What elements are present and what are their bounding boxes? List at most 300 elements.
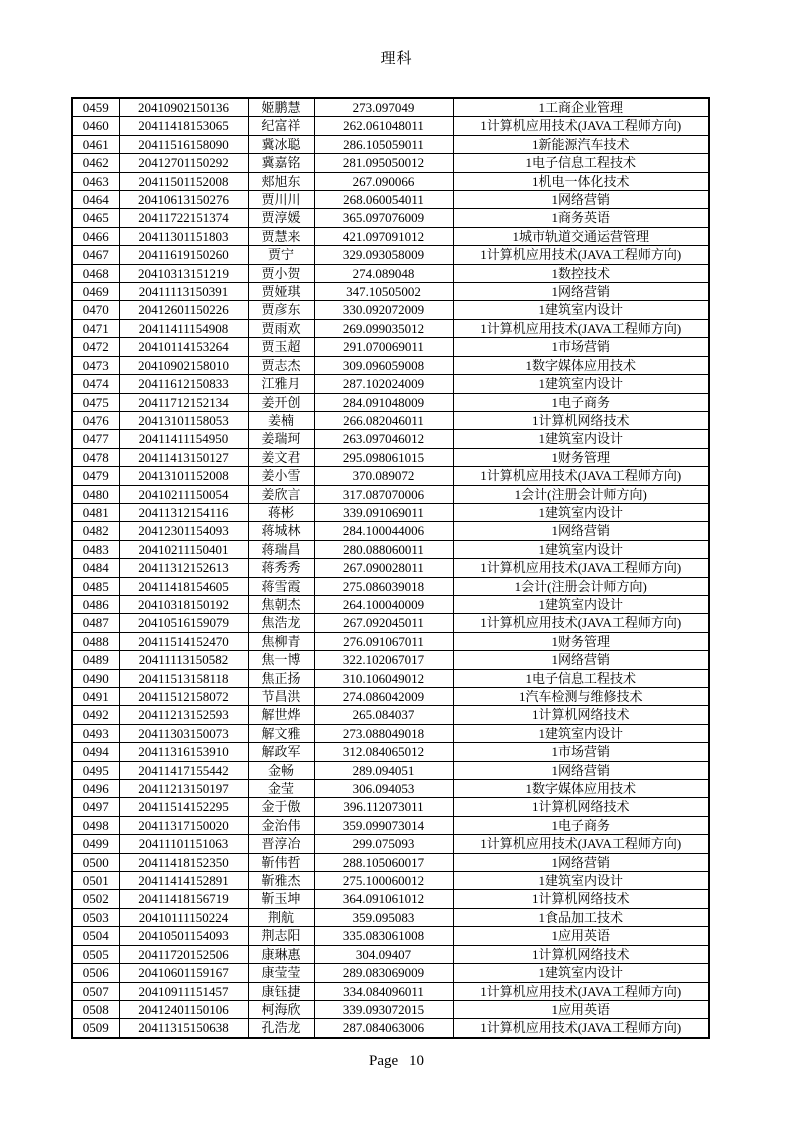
candidate-id-cell: 20411101151063	[119, 835, 248, 853]
name-cell: 贾雨欢	[248, 319, 314, 337]
score-cell: 274.089048	[314, 264, 453, 282]
row-number-cell: 0472	[72, 338, 119, 356]
candidate-id-cell: 20411113150391	[119, 283, 248, 301]
row-number-cell: 0469	[72, 283, 119, 301]
major-cell: 1建筑室内设计	[453, 724, 709, 742]
name-cell: 荆志阳	[248, 927, 314, 945]
candidate-id-cell: 20411317150020	[119, 816, 248, 834]
candidate-id-cell: 20411315150638	[119, 1019, 248, 1038]
row-number-cell: 0503	[72, 908, 119, 926]
candidate-id-cell: 20411501152008	[119, 172, 248, 190]
score-cell: 264.100040009	[314, 595, 453, 613]
table-row	[72, 301, 709, 319]
score-cell: 347.10505002	[314, 283, 453, 301]
candidate-id-cell: 20411213152593	[119, 706, 248, 724]
major-cell: 1计算机网络技术	[453, 706, 709, 724]
name-cell: 金畅	[248, 761, 314, 779]
name-cell: 靳玉坤	[248, 890, 314, 908]
major-cell: 1数字媒体应用技术	[453, 780, 709, 798]
score-cell: 275.100060012	[314, 872, 453, 890]
major-cell: 1数字媒体应用技术	[453, 356, 709, 374]
candidate-id-cell: 20412701150292	[119, 154, 248, 172]
name-cell: 金治伟	[248, 816, 314, 834]
table-row	[72, 154, 709, 172]
table-row	[72, 227, 709, 245]
name-cell: 贾娅琪	[248, 283, 314, 301]
candidate-id-cell: 20410211150401	[119, 540, 248, 558]
table-row	[72, 98, 709, 117]
candidate-id-cell: 20411417155442	[119, 761, 248, 779]
row-number-cell: 0475	[72, 393, 119, 411]
candidate-id-cell: 20413101158053	[119, 411, 248, 429]
row-number-cell: 0466	[72, 227, 119, 245]
name-cell: 孔浩龙	[248, 1019, 314, 1038]
name-cell: 康钰捷	[248, 982, 314, 1000]
name-cell: 蒋彬	[248, 503, 314, 521]
major-cell: 1商务英语	[453, 209, 709, 227]
name-cell: 解世烨	[248, 706, 314, 724]
row-number-cell: 0493	[72, 724, 119, 742]
row-number-cell: 0467	[72, 246, 119, 264]
major-cell: 1网络营销	[453, 283, 709, 301]
row-number-cell: 0482	[72, 522, 119, 540]
candidate-id-cell: 20411512158072	[119, 688, 248, 706]
score-cell: 365.097076009	[314, 209, 453, 227]
candidate-id-cell: 20410501154093	[119, 927, 248, 945]
table-row	[72, 890, 709, 908]
page-footer: Page 10	[369, 1053, 424, 1069]
row-number-cell: 0485	[72, 577, 119, 595]
name-cell: 靳雅杰	[248, 872, 314, 890]
score-cell: 281.095050012	[314, 154, 453, 172]
table-row	[72, 780, 709, 798]
table-row	[72, 246, 709, 264]
table-row	[72, 706, 709, 724]
score-cell: 275.086039018	[314, 577, 453, 595]
major-cell: 1食品加工技术	[453, 908, 709, 926]
score-cell: 276.091067011	[314, 632, 453, 650]
table-row	[72, 135, 709, 153]
results-table-body	[72, 98, 709, 1038]
table-row	[72, 503, 709, 521]
major-cell: 1建筑室内设计	[453, 872, 709, 890]
major-cell: 1计算机网络技术	[453, 890, 709, 908]
score-cell: 266.082046011	[314, 411, 453, 429]
major-cell: 1建筑室内设计	[453, 301, 709, 319]
major-cell: 1新能源汽车技术	[453, 135, 709, 153]
major-cell: 1财务管理	[453, 632, 709, 650]
major-cell: 1计算机应用技术(JAVA工程师方向)	[453, 1019, 709, 1038]
results-table	[71, 97, 710, 1039]
candidate-id-cell: 20410318150192	[119, 595, 248, 613]
major-cell: 1电子信息工程技术	[453, 669, 709, 687]
row-number-cell: 0496	[72, 780, 119, 798]
candidate-id-cell: 20411619150260	[119, 246, 248, 264]
table-row	[72, 927, 709, 945]
table-row	[72, 485, 709, 503]
row-number-cell: 0484	[72, 559, 119, 577]
row-number-cell: 0497	[72, 798, 119, 816]
score-cell: 289.083069009	[314, 964, 453, 982]
candidate-id-cell: 20411113150582	[119, 651, 248, 669]
table-row	[72, 743, 709, 761]
major-cell: 1计算机网络技术	[453, 945, 709, 963]
candidate-id-cell: 20411301151803	[119, 227, 248, 245]
major-cell: 1计算机应用技术(JAVA工程师方向)	[453, 559, 709, 577]
name-cell: 郏旭东	[248, 172, 314, 190]
major-cell: 1会计(注册会计师方向)	[453, 577, 709, 595]
major-cell: 1电子商务	[453, 816, 709, 834]
name-cell: 姜小雪	[248, 467, 314, 485]
candidate-id-cell: 20410111150224	[119, 908, 248, 926]
major-cell: 1建筑室内设计	[453, 375, 709, 393]
name-cell: 焦正扬	[248, 669, 314, 687]
row-number-cell: 0463	[72, 172, 119, 190]
row-number-cell: 0461	[72, 135, 119, 153]
major-cell: 1电子商务	[453, 393, 709, 411]
major-cell: 1城市轨道交通运营管理	[453, 227, 709, 245]
table-row	[72, 319, 709, 337]
candidate-id-cell: 20411418156719	[119, 890, 248, 908]
table-row	[72, 264, 709, 282]
table-row	[72, 835, 709, 853]
name-cell: 晋淳冶	[248, 835, 314, 853]
score-cell: 267.090028011	[314, 559, 453, 577]
table-row	[72, 356, 709, 374]
candidate-id-cell: 20411722151374	[119, 209, 248, 227]
row-number-cell: 0501	[72, 872, 119, 890]
row-number-cell: 0495	[72, 761, 119, 779]
major-cell: 1建筑室内设计	[453, 430, 709, 448]
major-cell: 1建筑室内设计	[453, 540, 709, 558]
candidate-id-cell: 20411312154116	[119, 503, 248, 521]
name-cell: 康琳惠	[248, 945, 314, 963]
candidate-id-cell: 20411411154908	[119, 319, 248, 337]
major-cell: 1计算机应用技术(JAVA工程师方向)	[453, 982, 709, 1000]
table-row	[72, 595, 709, 613]
score-cell: 273.088049018	[314, 724, 453, 742]
score-cell: 309.096059008	[314, 356, 453, 374]
table-row	[72, 559, 709, 577]
table-row	[72, 669, 709, 687]
table-row	[72, 209, 709, 227]
major-cell: 1计算机应用技术(JAVA工程师方向)	[453, 467, 709, 485]
score-cell: 306.094053	[314, 780, 453, 798]
row-number-cell: 0502	[72, 890, 119, 908]
candidate-id-cell: 20411213150197	[119, 780, 248, 798]
row-number-cell: 0505	[72, 945, 119, 963]
candidate-id-cell: 20411514152295	[119, 798, 248, 816]
candidate-id-cell: 20411516158090	[119, 135, 248, 153]
score-cell: 280.088060011	[314, 540, 453, 558]
score-cell: 267.090066	[314, 172, 453, 190]
candidate-id-cell: 20411720152506	[119, 945, 248, 963]
row-number-cell: 0476	[72, 411, 119, 429]
table-row	[72, 688, 709, 706]
table-row	[72, 467, 709, 485]
table-row	[72, 283, 709, 301]
major-cell: 1网络营销	[453, 191, 709, 209]
row-number-cell: 0478	[72, 448, 119, 466]
table-row	[72, 798, 709, 816]
row-number-cell: 0486	[72, 595, 119, 613]
row-number-cell: 0473	[72, 356, 119, 374]
candidate-id-cell: 20411712152134	[119, 393, 248, 411]
candidate-id-cell: 20410516159079	[119, 614, 248, 632]
score-cell: 273.097049	[314, 98, 453, 117]
candidate-id-cell: 20411413150127	[119, 448, 248, 466]
score-cell: 299.075093	[314, 835, 453, 853]
table-row	[72, 1019, 709, 1038]
table-row	[72, 982, 709, 1000]
score-cell: 289.094051	[314, 761, 453, 779]
score-cell: 287.084063006	[314, 1019, 453, 1038]
major-cell: 1建筑室内设计	[453, 595, 709, 613]
name-cell: 蒋城林	[248, 522, 314, 540]
name-cell: 姜文君	[248, 448, 314, 466]
name-cell: 纪富祥	[248, 117, 314, 135]
table-row	[72, 908, 709, 926]
row-number-cell: 0494	[72, 743, 119, 761]
row-number-cell: 0504	[72, 927, 119, 945]
name-cell: 解文雅	[248, 724, 314, 742]
major-cell: 1电子信息工程技术	[453, 154, 709, 172]
table-row	[72, 632, 709, 650]
score-cell: 421.097091012	[314, 227, 453, 245]
name-cell: 靳伟哲	[248, 853, 314, 871]
table-row	[72, 1000, 709, 1018]
score-cell: 339.091069011	[314, 503, 453, 521]
name-cell: 贾志杰	[248, 356, 314, 374]
score-cell: 310.106049012	[314, 669, 453, 687]
score-cell: 288.105060017	[314, 853, 453, 871]
name-cell: 贾玉超	[248, 338, 314, 356]
row-number-cell: 0462	[72, 154, 119, 172]
name-cell: 焦浩龙	[248, 614, 314, 632]
table-row	[72, 577, 709, 595]
row-number-cell: 0491	[72, 688, 119, 706]
name-cell: 蒋秀秀	[248, 559, 314, 577]
score-cell: 329.093058009	[314, 246, 453, 264]
table-row	[72, 117, 709, 135]
candidate-id-cell: 20411303150073	[119, 724, 248, 742]
candidate-id-cell: 20410911151457	[119, 982, 248, 1000]
table-row	[72, 430, 709, 448]
candidate-id-cell: 20410902158010	[119, 356, 248, 374]
score-cell: 330.092072009	[314, 301, 453, 319]
table-row	[72, 448, 709, 466]
major-cell: 1应用英语	[453, 1000, 709, 1018]
name-cell: 贾宁	[248, 246, 314, 264]
major-cell: 1财务管理	[453, 448, 709, 466]
score-cell: 284.100044006	[314, 522, 453, 540]
candidate-id-cell: 20411316153910	[119, 743, 248, 761]
row-number-cell: 0474	[72, 375, 119, 393]
score-cell: 291.070069011	[314, 338, 453, 356]
row-number-cell: 0468	[72, 264, 119, 282]
score-cell: 312.084065012	[314, 743, 453, 761]
major-cell: 1数控技术	[453, 264, 709, 282]
score-cell: 317.087070006	[314, 485, 453, 503]
candidate-id-cell: 20410313151219	[119, 264, 248, 282]
score-cell: 304.09407	[314, 945, 453, 963]
name-cell: 江雅月	[248, 375, 314, 393]
table-row	[72, 651, 709, 669]
major-cell: 1机电一体化技术	[453, 172, 709, 190]
score-cell: 268.060054011	[314, 191, 453, 209]
score-cell: 370.089072	[314, 467, 453, 485]
table-row	[72, 540, 709, 558]
row-number-cell: 0488	[72, 632, 119, 650]
candidate-id-cell: 20412301154093	[119, 522, 248, 540]
major-cell: 1计算机应用技术(JAVA工程师方向)	[453, 246, 709, 264]
score-cell: 274.086042009	[314, 688, 453, 706]
name-cell: 金莹	[248, 780, 314, 798]
row-number-cell: 0490	[72, 669, 119, 687]
major-cell: 1网络营销	[453, 853, 709, 871]
row-number-cell: 0479	[72, 467, 119, 485]
major-cell: 1网络营销	[453, 651, 709, 669]
row-number-cell: 0489	[72, 651, 119, 669]
name-cell: 姜瑞珂	[248, 430, 314, 448]
row-number-cell: 0507	[72, 982, 119, 1000]
score-cell: 284.091048009	[314, 393, 453, 411]
score-cell: 359.099073014	[314, 816, 453, 834]
major-cell: 1会计(注册会计师方向)	[453, 485, 709, 503]
table-row	[72, 964, 709, 982]
major-cell: 1市场营销	[453, 338, 709, 356]
candidate-id-cell: 20411612150833	[119, 375, 248, 393]
score-cell: 265.084037	[314, 706, 453, 724]
row-number-cell: 0500	[72, 853, 119, 871]
score-cell: 339.093072015	[314, 1000, 453, 1018]
name-cell: 蒋雪霞	[248, 577, 314, 595]
candidate-id-cell: 20412401150106	[119, 1000, 248, 1018]
table-row	[72, 191, 709, 209]
name-cell: 姬鹏慧	[248, 98, 314, 117]
row-number-cell: 0499	[72, 835, 119, 853]
table-row	[72, 172, 709, 190]
major-cell: 1网络营销	[453, 761, 709, 779]
score-cell: 295.098061015	[314, 448, 453, 466]
table-row	[72, 945, 709, 963]
name-cell: 解政军	[248, 743, 314, 761]
name-cell: 康莹莹	[248, 964, 314, 982]
candidate-id-cell: 20413101152008	[119, 467, 248, 485]
row-number-cell: 0480	[72, 485, 119, 503]
major-cell: 1计算机网络技术	[453, 411, 709, 429]
major-cell: 1网络营销	[453, 522, 709, 540]
candidate-id-cell: 20411514152470	[119, 632, 248, 650]
page-title: 理科	[380, 51, 413, 67]
name-cell: 金于傲	[248, 798, 314, 816]
major-cell: 1应用英语	[453, 927, 709, 945]
name-cell: 柯海欣	[248, 1000, 314, 1018]
score-cell: 262.061048011	[314, 117, 453, 135]
candidate-id-cell: 20410613150276	[119, 191, 248, 209]
table-row	[72, 411, 709, 429]
candidate-id-cell: 20410114153264	[119, 338, 248, 356]
table-row	[72, 761, 709, 779]
table-row	[72, 393, 709, 411]
row-number-cell: 0487	[72, 614, 119, 632]
name-cell: 贾慧来	[248, 227, 314, 245]
row-number-cell: 0481	[72, 503, 119, 521]
name-cell: 贾淳媛	[248, 209, 314, 227]
row-number-cell: 0477	[72, 430, 119, 448]
row-number-cell: 0492	[72, 706, 119, 724]
candidate-id-cell: 20411411154950	[119, 430, 248, 448]
score-cell: 287.102024009	[314, 375, 453, 393]
candidate-id-cell: 20411312152613	[119, 559, 248, 577]
candidate-id-cell: 20412601150226	[119, 301, 248, 319]
name-cell: 贾小贺	[248, 264, 314, 282]
major-cell: 1汽车检测与维修技术	[453, 688, 709, 706]
table-row	[72, 872, 709, 890]
table-row	[72, 522, 709, 540]
candidate-id-cell: 20410902150136	[119, 98, 248, 117]
score-cell: 359.095083	[314, 908, 453, 926]
major-cell: 1市场营销	[453, 743, 709, 761]
major-cell: 1计算机网络技术	[453, 798, 709, 816]
table-row	[72, 614, 709, 632]
row-number-cell: 0483	[72, 540, 119, 558]
row-number-cell: 0465	[72, 209, 119, 227]
name-cell: 姜欣言	[248, 485, 314, 503]
score-cell: 335.083061008	[314, 927, 453, 945]
score-cell: 267.092045011	[314, 614, 453, 632]
major-cell: 1计算机应用技术(JAVA工程师方向)	[453, 117, 709, 135]
name-cell: 焦朝杰	[248, 595, 314, 613]
score-cell: 334.084096011	[314, 982, 453, 1000]
name-cell: 姜楠	[248, 411, 314, 429]
name-cell: 贾彦东	[248, 301, 314, 319]
name-cell: 节昌洪	[248, 688, 314, 706]
candidate-id-cell: 20410211150054	[119, 485, 248, 503]
score-cell: 263.097046012	[314, 430, 453, 448]
row-number-cell: 0459	[72, 98, 119, 117]
table-row	[72, 338, 709, 356]
row-number-cell: 0464	[72, 191, 119, 209]
row-number-cell: 0498	[72, 816, 119, 834]
name-cell: 荆航	[248, 908, 314, 926]
major-cell: 1计算机应用技术(JAVA工程师方向)	[453, 614, 709, 632]
score-cell: 364.091061012	[314, 890, 453, 908]
major-cell: 1计算机应用技术(JAVA工程师方向)	[453, 319, 709, 337]
candidate-id-cell: 20411513158118	[119, 669, 248, 687]
major-cell: 1建筑室内设计	[453, 964, 709, 982]
table-row	[72, 724, 709, 742]
candidate-id-cell: 20410601159167	[119, 964, 248, 982]
name-cell: 蒋瑞昌	[248, 540, 314, 558]
name-cell: 冀嘉铭	[248, 154, 314, 172]
major-cell: 1工商企业管理	[453, 98, 709, 117]
name-cell: 姜开创	[248, 393, 314, 411]
row-number-cell: 0508	[72, 1000, 119, 1018]
score-cell: 269.099035012	[314, 319, 453, 337]
major-cell: 1建筑室内设计	[453, 503, 709, 521]
row-number-cell: 0471	[72, 319, 119, 337]
candidate-id-cell: 20411418152350	[119, 853, 248, 871]
table-row	[72, 375, 709, 393]
name-cell: 冀冰聪	[248, 135, 314, 153]
major-cell: 1计算机应用技术(JAVA工程师方向)	[453, 835, 709, 853]
score-cell: 322.102067017	[314, 651, 453, 669]
row-number-cell: 0460	[72, 117, 119, 135]
candidate-id-cell: 20411414152891	[119, 872, 248, 890]
row-number-cell: 0509	[72, 1019, 119, 1038]
row-number-cell: 0506	[72, 964, 119, 982]
